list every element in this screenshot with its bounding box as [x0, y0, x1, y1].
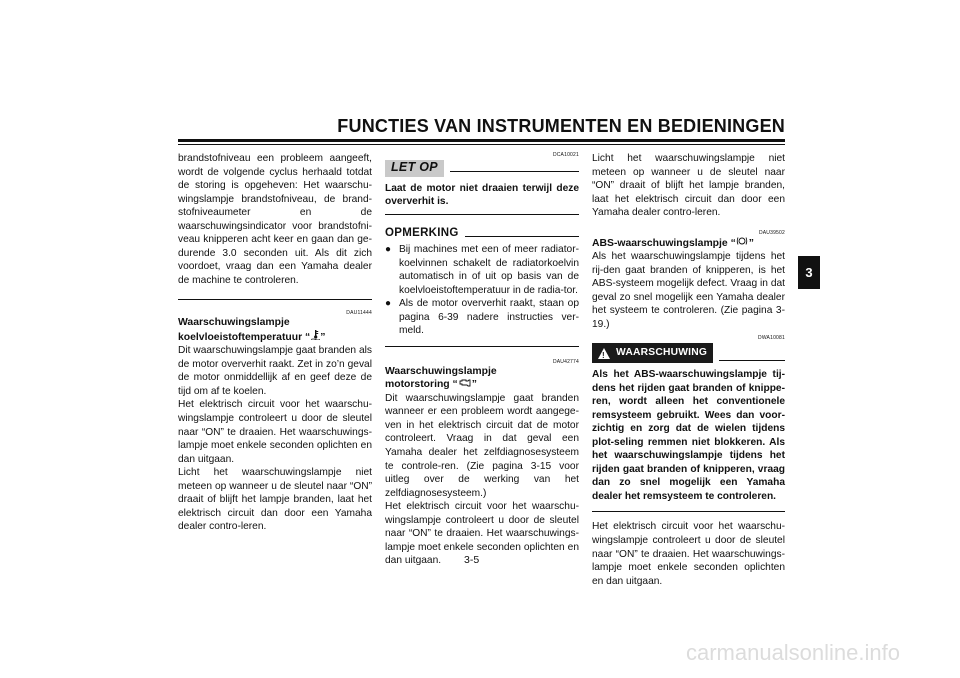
warning-label-row: [592, 343, 785, 363]
coolant-warning-body-2: Het elektrisch circuit voor het waarschu-wingslampje controleert u door de sleutel naar “ON” te draaien. Het waarschuwings-lampje moet enkele seconden oplichten en dan uitgaan.: [178, 399, 372, 465]
note-label-line: [465, 236, 579, 237]
bullet-icon: ●: [385, 244, 392, 256]
separator: [385, 346, 579, 347]
note-bullet: ● Bij machines met een of meer radiator-koelvinnen schakelt de radiatorkoelvin automatisch in of uit op basis van de koelvloeistoftemperatuur in de radia-tor.: [385, 244, 579, 296]
note-bullet: ● Als de motor oververhit raakt, staan op pagina 6-39 nadere instructies ver-meld.: [385, 298, 579, 337]
section-code: DAU11444: [346, 310, 372, 317]
section-code: DAU42774: [552, 359, 579, 366]
bullet-icon: ●: [385, 298, 392, 310]
column-3: [592, 152, 785, 588]
warning-label: ! WAARSCHUWING: [592, 343, 713, 363]
warning-code: DWA10081: [758, 335, 785, 342]
header-rule-thin: [178, 144, 785, 145]
column-2: [385, 152, 579, 568]
watermark: carmanualsonline.info: [685, 640, 900, 665]
caution-label-line: [450, 171, 579, 172]
caution-label: LET OP: [385, 160, 444, 177]
separator: [178, 299, 372, 300]
engine-warning-body-1: Dit waarschuwingslampje gaat branden wanneer er een probleem wordt aangege-ven in het elektrisch circuit dat de motor controleert. Vraag in dat geval een Yamaha dealer het zelfdiagnosesysteem te controle-ren. (Zie pagina 3-15 voor uitleg over de werking van het zelfdiagnosesysteem.): [385, 392, 579, 499]
caution-label-row: [385, 160, 579, 177]
engine-warning-heading: Waarschuwingslampje motorstoring “ ”: [385, 366, 497, 391]
page-title: FUNCTIES VAN INSTRUMENTEN EN BEDIENINGEN: [337, 116, 785, 136]
coolant-warning-body-3: Licht het waarschuwingslampje niet meteen op wanneer u de sleutel naar “ON” draait of blijft het lampje branden, laat het elektrisch circuit dan door een Yamaha dealer contro-leren.: [178, 467, 372, 533]
engine-warning-body-3: Licht het waarschuwingslampje niet meteen op wanneer u de sleutel naar “ON” draait of blijft het lampje branden, laat het elektrisch circuit dan door een Yamaha dealer contro-leren.: [592, 153, 785, 219]
separator: [385, 214, 579, 215]
note-label-row: [385, 227, 579, 241]
chapter-tab: 3: [798, 256, 820, 289]
separator: [592, 511, 785, 512]
engine-icon: [458, 378, 472, 391]
column-1: [178, 152, 372, 534]
warning-text: Als het ABS-waarschuwingslampje tij-dens het rijden gaat branden of knippe-ren, wordt alleen het conventionele remsysteem gebruikt. Wees dan voor-zichtig en zorg dat de wielen tijdens plot-seling remmen niet blokkeren. Als het waarschuwingslampje tijdens het rijden gaat branden of knipperen, vraag dan zo snel mogelijk een Yamaha dealer het remsysteem te controleren.: [592, 368, 785, 502]
section-code: DAU39502: [758, 229, 785, 236]
abs-circuit-check-text: Het elektrisch circuit voor het waarschu-wingslampje controleert u door de sleutel naar “ON” te draaien. Het waarschuwings-lampje moet enkele seconden oplichten en dan uitgaan.: [592, 521, 785, 587]
warning-triangle-icon: !: [598, 348, 610, 359]
fuel-level-continuation: brandstofniveau een probleem aangeeft, wordt de volgende cyclus herhaald totdat de storing is opgeheven: Het waarschu-wingslampje brandstofniveau, de brand-stofniveaumeter en de waarschuwingsindicator voor brandstofni-veau knipperen acht keer en gaan dan ge-durende 3.0 seconden uit. Als dit zich voordoet, vraag dan een Yamaha dealer de machine te controleren.: [178, 153, 372, 286]
abs-warning-heading: ABS-waarschuwingslampje “ ”: [592, 237, 754, 249]
abs-warning-body: Als het waarschuwingslampje tijdens het rij-den gaat branden of knipperen, is het ABS-systeem mogelijk defect. Vraag in dat geval zo snel mogelijk een Yamaha dealer het systeem te controleren. (Zie pagina 3-19.): [592, 251, 785, 330]
coolant-temperature-icon: [310, 330, 320, 344]
note-label: OPMERKING: [385, 226, 459, 239]
coolant-warning-body-1: Dit waarschuwingslampje gaat branden als de motor oververhit raakt. Zet in zo’n geval de motor onmiddellijk af en geef deze de tijd om af te koelen.: [178, 345, 372, 397]
header-rule-thick: [178, 139, 785, 142]
abs-icon: [736, 236, 749, 250]
page-number: 3-5: [464, 554, 480, 566]
warning-label-line: [719, 360, 785, 361]
caution-code: DCA10021: [552, 152, 579, 158]
coolant-warning-heading: Waarschuwingslampje koelvloeistoftemperatuur “ ”: [178, 317, 326, 343]
engine-warning-body-2: Het elektrisch circuit voor het waarschu-wingslampje controleert u door de sleutel naar “ON” te draaien. Het waarschuwings-lampje moet enkele seconden oplichten en dan uitgaan.: [385, 501, 579, 567]
caution-text: Laat de motor niet draaien terwijl deze oververhit is.: [385, 182, 579, 208]
